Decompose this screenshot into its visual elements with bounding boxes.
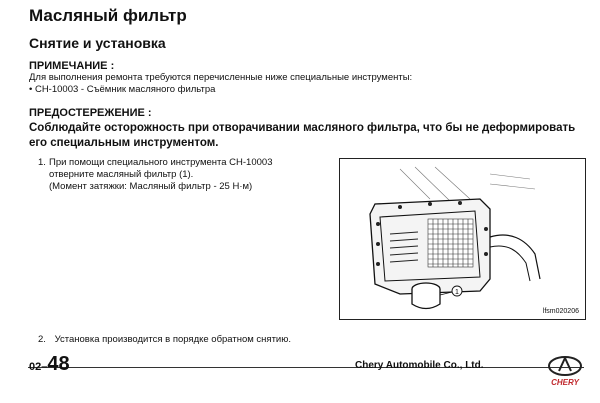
note-text: Для выполнения ремонта требуются перечисленные ниже специальные инструменты: [29, 72, 413, 83]
warning-text: Соблюдайте осторожность при отворачивании масляного фильтра, что бы не деформировать его специальным инструментом. [29, 122, 576, 149]
company-name: Chery Automobile Co., Ltd. [355, 360, 484, 371]
step-line: При помощи специального инструмента CH-10003 [49, 157, 273, 168]
footer-divider [28, 367, 584, 368]
chery-logo [545, 355, 585, 387]
figure-code: lfsm020206 [542, 308, 579, 315]
section-subtitle: Снятие и установка [29, 35, 166, 51]
callout-label: 1 [455, 289, 459, 296]
step-2 [38, 334, 291, 345]
warning-heading: ПРЕДОСТЕРЕЖЕНИЕ : [29, 107, 152, 119]
note-heading: ПРИМЕЧАНИЕ : [29, 60, 115, 72]
engine-drawing [340, 159, 585, 319]
step-number: 2. [38, 334, 46, 345]
step-line: отверните масляный фильтр (1). [49, 169, 194, 180]
step-line: (Момент затяжки: Масляный фильтр - 25 Н·м) [49, 181, 253, 192]
oil-filter-illustration [339, 158, 586, 320]
logo-text: CHERY [551, 378, 579, 387]
step-line: Установка производится в порядке обратном снятию. [54, 334, 291, 345]
page-title: Масляный фильтр [29, 6, 187, 25]
note-bullet: • CH-10003 - Съёмник масляного фильтра [29, 84, 216, 95]
page-number [29, 353, 70, 376]
page-prefix: 02– [29, 361, 48, 373]
step-number: 1. [38, 157, 46, 168]
page-number-value: 48 [47, 353, 70, 375]
